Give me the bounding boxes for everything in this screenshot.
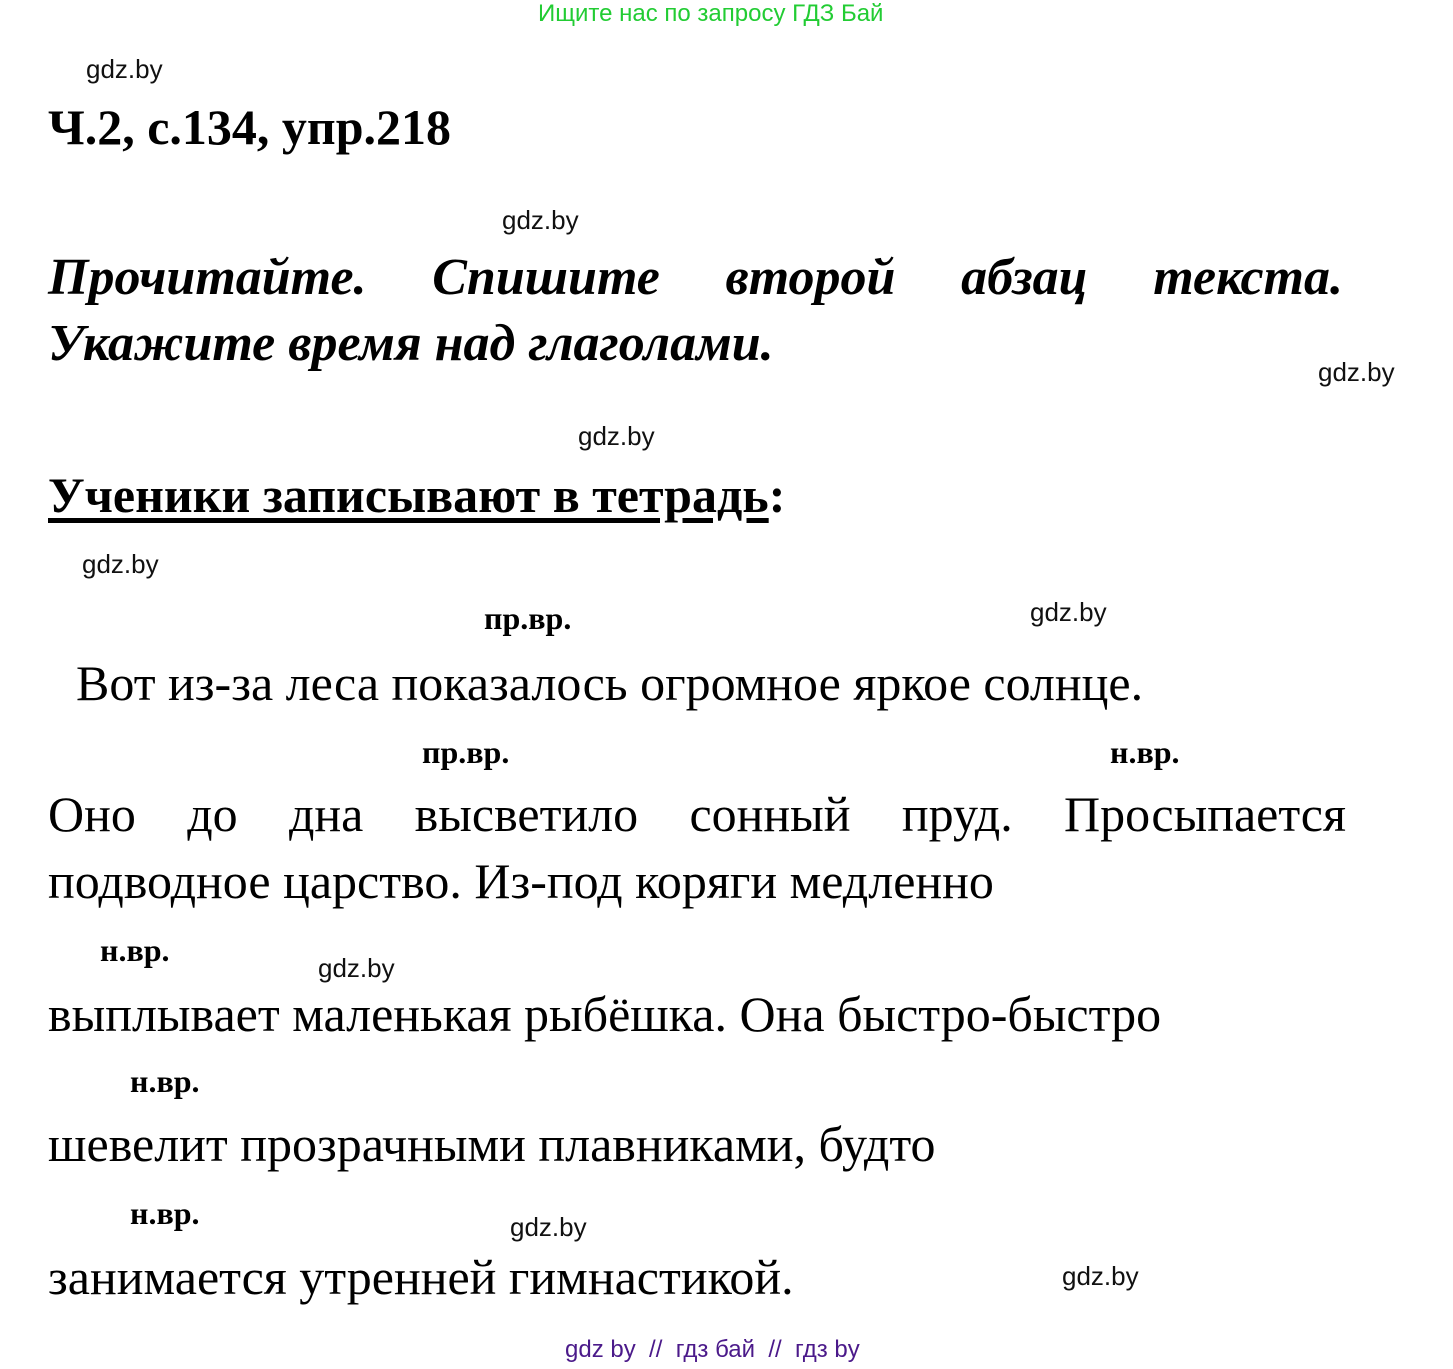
text-line-5: шевелит прозрачными плавниками, будто	[48, 1116, 936, 1172]
section-heading	[48, 466, 785, 524]
tense-label: н.вр.	[1110, 734, 1180, 770]
footer-watermark: gdz by // гдз бай // гдз by	[565, 1336, 860, 1363]
tense-label: пр.вр.	[484, 600, 572, 636]
text-line-1: Вот из-за леса показалось огромное яркое солнце.	[76, 655, 1144, 711]
text-line-3: подводное царство. Из-под коряги медленно	[48, 853, 994, 909]
watermark: gdz.by	[510, 1212, 587, 1242]
exercise-title: Ч.2, с.134, упр.218	[48, 99, 452, 155]
section-heading-colon: :	[768, 467, 786, 523]
watermark: gdz.by	[1062, 1261, 1139, 1291]
watermark: gdz.by	[1030, 597, 1107, 627]
tense-label: н.вр.	[130, 1195, 200, 1231]
watermark: gdz.by	[86, 54, 163, 84]
tense-label: н.вр.	[100, 932, 170, 968]
tense-label: пр.вр.	[422, 734, 510, 770]
watermark: gdz.by	[502, 205, 579, 235]
task-line-2: Укажите время над глаголами.	[48, 315, 774, 372]
text-line-4: выплывает маленькая рыбёшка. Она быстро-быстро	[48, 986, 1162, 1042]
watermark: gdz.by	[578, 421, 655, 451]
text-line-2: Оно до дна высветило сонный пруд. Просыпается	[48, 786, 1346, 842]
search-banner: Ищите нас по запросу ГДЗ Бай	[538, 0, 884, 27]
task-line-1: Прочитайте. Спишите второй абзац текста.	[48, 249, 1343, 306]
watermark: gdz.by	[1318, 357, 1395, 387]
watermark: gdz.by	[82, 549, 159, 579]
tense-label: н.вр.	[130, 1063, 200, 1099]
watermark: gdz.by	[318, 953, 395, 983]
section-heading-text: Ученики записывают в тетрадь	[48, 467, 769, 523]
text-line-6: занимается утренней гимнастикой.	[48, 1249, 794, 1305]
